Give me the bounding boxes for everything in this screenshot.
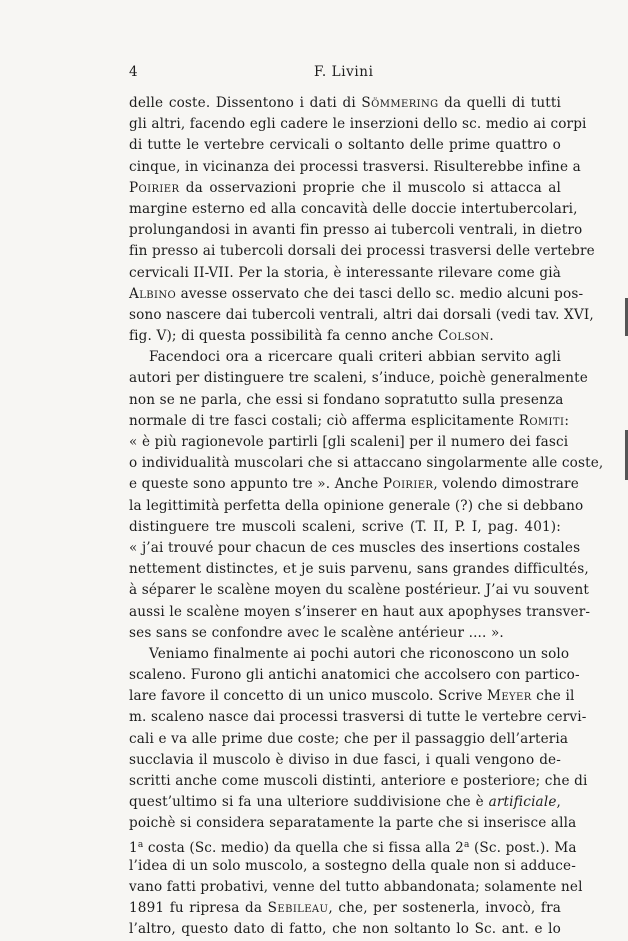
text-line: poichè si considera separatamente la parte che si inserisce alla [129, 815, 577, 832]
text-line: quest’ultimo si fa una ulteriore suddivisione che è artificiale, [129, 794, 561, 811]
text-line: succlavia il muscolo è diviso in due fasci, i quali vengono de- [129, 751, 561, 768]
text-line: sono nascere dai tubercoli ventrali, altri dai dorsali (vedi tav. XVI, [129, 306, 594, 323]
text-line: gli altri, facendo egli cadere le inserzioni dello sc. medio ai corpi [129, 116, 587, 133]
text-line: delle coste. Dissentono i dati di Sömmering da quelli di tutti [129, 95, 561, 111]
running-head-author: F. Livini [314, 64, 374, 80]
text-line: vano fatti probativi, venne del tutto abbandonata; solamente nel [129, 878, 583, 895]
text-line: autori per distinguere tre scaleni, s’induce, poichè generalmente [129, 370, 588, 387]
text-line: o individualità muscolari che si attaccano singolarmente alle coste, [129, 455, 604, 472]
text-line: Albino avesse osservato che dei tasci dello sc. medio alcuni pos- [129, 285, 584, 302]
text-line: cinque, in vicinanza dei processi trasversi. Risulterebbe infine a [129, 158, 581, 175]
text-line: 1891 fu ripresa da Sebileau, che, per sostenerla, invocò, fra [129, 900, 561, 917]
text-line: e queste sono appunto tre ». Anche Poirier, volendo dimostrare [129, 476, 579, 493]
body-text [129, 93, 604, 941]
running-header [129, 64, 561, 84]
text-line: distinguere tre muscoli scaleni, scrive (T. II, P. I, pag. 401): [129, 518, 561, 535]
text-line: la legittimità perfetta della opinione generale (?) che si debbano [129, 497, 584, 514]
text-line: non se ne parla, che essi si fondano sopratutto sulla presenza [129, 391, 564, 408]
text-line: scritti anche come muscoli distinti, anteriore e posteriore; che di [129, 773, 588, 789]
text-line: « j’ai trouvé pour chacun de ces muscles des insertions costales [129, 539, 581, 556]
text-line: fig. V); di questa possibilità fa cenno anche Colson. [129, 328, 494, 345]
text-line: normale di tre fasci costali; ciò afferma esplicitamente Romiti: [129, 412, 570, 429]
text-line: margine esterno ed alla concavità delle doccie intertubercolari, [129, 200, 578, 217]
text-line: cali e va alle prime due coste; che per il passaggio dell’arteria [129, 730, 569, 747]
text-line: Veniamo finalmente ai pochi autori che riconoscono un solo [149, 645, 570, 662]
text-line: Facendoci ora a ricercare quali criteri abbian servito agli [149, 349, 561, 366]
text-line: à séparer le scalène moyen du scalène postérieur. J’ai vu souvent [129, 582, 589, 599]
text-line: di tutte le vertebre cervicali o soltanto delle prime quattro o [129, 137, 561, 154]
text-line: prolungandosi in avanti fin presso ai tubercoli ventrali, in dietro [129, 222, 583, 239]
text-line: nettement distinctes, et je suis parvenu, sans grandes difficultés, [129, 561, 589, 578]
text-line: l’altro, questo dato di fatto, che non soltanto lo Sc. ant. e lo [129, 921, 561, 938]
text-line: scaleno. Furono gli antichi anatomici che accolsero con partico- [129, 667, 580, 684]
text-line: l’idea di un solo muscolo, a sostegno della quale non si adduce- [129, 857, 576, 874]
text-line: cervicali II-VII. Per la storia, è interessante rilevare come già [129, 264, 561, 281]
text-line: lare favore il concetto di un unico muscolo. Scrive Meyer che il [129, 688, 575, 705]
text-line: Poirier da osservazioni proprie che il muscolo si attacca al [129, 179, 561, 196]
page-number: 4 [129, 64, 138, 80]
text-line: ses sans se confondre avec le scalène antérieur .... ». [129, 624, 504, 641]
text-line: m. scaleno nasce dai processi trasversi di tutte le vertebre cervi- [129, 709, 587, 726]
text-line: « è più ragionevole partirli [gli scaleni] per il numero dei fasci [129, 434, 569, 450]
text-line: 1$^a$ costa (Sc. medio) da quella che si fissa alla 2$^a$ (Sc. post.). Ma [129, 839, 577, 856]
text-line: aussi le scalène moyen s’inserer en haut aux apophyses transver- [129, 603, 591, 620]
text-line: fin presso ai tubercoli dorsali dei processi trasversi delle vertebre [129, 243, 595, 260]
